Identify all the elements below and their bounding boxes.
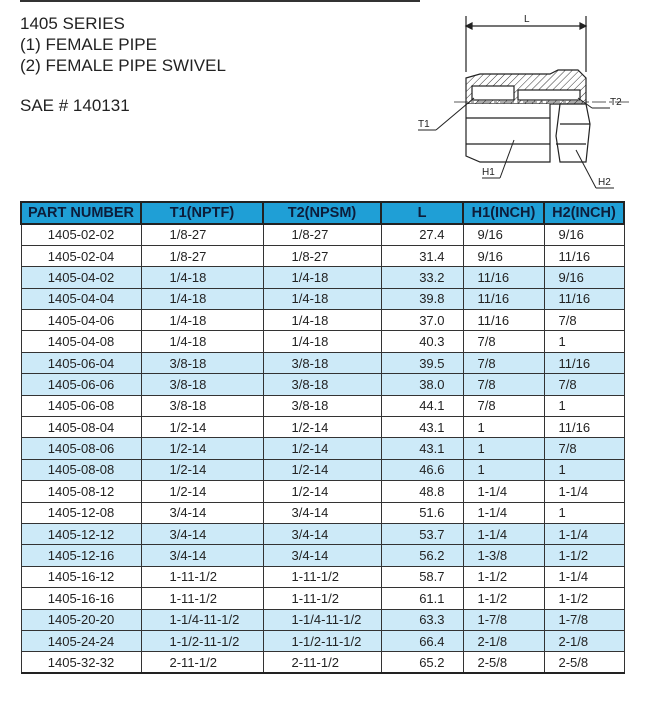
cell-l: 27.4 [381, 224, 463, 245]
cell-t1: 3/4-14 [141, 523, 263, 544]
cell-part-number: 1405-04-02 [21, 267, 141, 288]
cell-h1: 1 [463, 417, 544, 438]
cell-l: 58.7 [381, 566, 463, 587]
cell-t1: 1-11-1/2 [141, 588, 263, 609]
table-row [21, 417, 624, 438]
cell-l: 61.1 [381, 588, 463, 609]
cell-t2: 1/4-18 [263, 267, 381, 288]
series-line-female-pipe: (1) FEMALE PIPE [20, 35, 157, 54]
dimension-L-label: L [524, 14, 530, 25]
cell-t1: 3/8-18 [141, 374, 263, 395]
cell-t2: 1/4-18 [263, 310, 381, 331]
cell-l: 33.2 [381, 267, 463, 288]
cell-l: 66.4 [381, 630, 463, 651]
cell-part-number: 1405-20-20 [21, 609, 141, 630]
cell-t1: 1/4-18 [141, 267, 263, 288]
col-t1: T1(NPTF) [141, 202, 263, 224]
cell-h2: 1-7/8 [544, 609, 624, 630]
cell-t1: 1/2-14 [141, 459, 263, 480]
hex-H2-label: H2 [598, 177, 611, 188]
cell-h2: 1 [544, 502, 624, 523]
cell-h2: 1-1/4 [544, 523, 624, 544]
series-header [20, 13, 226, 76]
cell-h2: 1-1/4 [544, 481, 624, 502]
cell-h2: 9/16 [544, 224, 624, 245]
table-row [21, 630, 624, 651]
table-row [21, 331, 624, 352]
table-row [21, 459, 624, 480]
cell-h2: 1-1/4 [544, 566, 624, 587]
cell-l: 63.3 [381, 609, 463, 630]
cell-part-number: 1405-04-06 [21, 310, 141, 331]
cell-t2: 1/8-27 [263, 245, 381, 266]
table-row [21, 481, 624, 502]
table-row [21, 395, 624, 416]
cell-part-number: 1405-06-08 [21, 395, 141, 416]
cell-t2: 3/4-14 [263, 523, 381, 544]
cell-t2: 1/4-18 [263, 331, 381, 352]
table-row [21, 374, 624, 395]
spec-table [20, 201, 625, 674]
cell-l: 37.0 [381, 310, 463, 331]
cell-t1: 3/8-18 [141, 395, 263, 416]
sae-number: SAE # 140131 [20, 96, 130, 115]
cell-t2: 1/4-18 [263, 288, 381, 309]
cell-part-number: 1405-02-02 [21, 224, 141, 245]
cell-t2: 1-1/4-11-1/2 [263, 609, 381, 630]
col-h1: H1(INCH) [463, 202, 544, 224]
cell-h2: 11/16 [544, 245, 624, 266]
cell-h1: 9/16 [463, 224, 544, 245]
cell-t2: 1-11-1/2 [263, 588, 381, 609]
cell-h1: 1-1/2 [463, 588, 544, 609]
cell-t1: 1/4-18 [141, 310, 263, 331]
cell-part-number: 1405-08-04 [21, 417, 141, 438]
cell-l: 44.1 [381, 395, 463, 416]
cell-t2: 1/2-14 [263, 438, 381, 459]
cell-part-number: 1405-16-16 [21, 588, 141, 609]
cell-t2: 2-11-1/2 [263, 652, 381, 673]
cell-part-number: 1405-06-04 [21, 352, 141, 373]
cell-l: 56.2 [381, 545, 463, 566]
cell-t1: 3/4-14 [141, 502, 263, 523]
table-row [21, 288, 624, 309]
hex-H1-label: H1 [482, 167, 495, 178]
cell-l: 43.1 [381, 417, 463, 438]
cell-part-number: 1405-16-12 [21, 566, 141, 587]
cell-t2: 3/8-18 [263, 395, 381, 416]
cell-l: 53.7 [381, 523, 463, 544]
cell-t2: 1/2-14 [263, 417, 381, 438]
cell-t1: 1/8-27 [141, 245, 263, 266]
cell-t1: 1-1/4-11-1/2 [141, 609, 263, 630]
cell-t1: 1/8-27 [141, 224, 263, 245]
cell-t1: 3/4-14 [141, 545, 263, 566]
table-row [21, 502, 624, 523]
cell-h2: 1-1/2 [544, 545, 624, 566]
cell-part-number: 1405-12-16 [21, 545, 141, 566]
cell-h1: 11/16 [463, 288, 544, 309]
cell-part-number: 1405-24-24 [21, 630, 141, 651]
cell-h1: 7/8 [463, 331, 544, 352]
cell-part-number: 1405-06-06 [21, 374, 141, 395]
cell-l: 31.4 [381, 245, 463, 266]
cell-t1: 1/4-18 [141, 288, 263, 309]
cell-l: 48.8 [381, 481, 463, 502]
cell-h2: 11/16 [544, 288, 624, 309]
cell-part-number: 1405-08-06 [21, 438, 141, 459]
cell-h1: 11/16 [463, 310, 544, 331]
col-l: L [381, 202, 463, 224]
cell-h1: 7/8 [463, 395, 544, 416]
cell-h2: 11/16 [544, 352, 624, 373]
cell-h2: 2-5/8 [544, 652, 624, 673]
cell-h1: 1-1/2 [463, 566, 544, 587]
cell-part-number: 1405-12-12 [21, 523, 141, 544]
cell-part-number: 1405-08-12 [21, 481, 141, 502]
table-header-row [21, 202, 624, 224]
thread-T1-label: T1 [418, 119, 430, 130]
table-row [21, 224, 624, 245]
table-row [21, 523, 624, 544]
cell-h2: 1 [544, 331, 624, 352]
cell-h1: 7/8 [463, 374, 544, 395]
cell-h1: 1-1/4 [463, 523, 544, 544]
cell-h1: 11/16 [463, 267, 544, 288]
cell-t1: 3/8-18 [141, 352, 263, 373]
cell-h1: 9/16 [463, 245, 544, 266]
cell-part-number: 1405-32-32 [21, 652, 141, 673]
cell-h2: 7/8 [544, 310, 624, 331]
table-row [21, 609, 624, 630]
cell-t2: 1-11-1/2 [263, 566, 381, 587]
cell-t1: 1/2-14 [141, 481, 263, 502]
cell-l: 39.8 [381, 288, 463, 309]
cell-h1: 1-1/4 [463, 502, 544, 523]
cell-part-number: 1405-04-08 [21, 331, 141, 352]
cell-t1: 1/4-18 [141, 331, 263, 352]
cell-h2: 7/8 [544, 438, 624, 459]
cell-l: 38.0 [381, 374, 463, 395]
table-row [21, 352, 624, 373]
cell-l: 40.3 [381, 331, 463, 352]
top-rule [20, 0, 420, 2]
cell-l: 46.6 [381, 459, 463, 480]
fitting-drawing [410, 6, 630, 192]
table-row [21, 588, 624, 609]
cell-part-number: 1405-04-04 [21, 288, 141, 309]
cell-h2: 2-1/8 [544, 630, 624, 651]
cell-t2: 3/8-18 [263, 374, 381, 395]
cell-l: 65.2 [381, 652, 463, 673]
col-t2: T2(NPSM) [263, 202, 381, 224]
cell-h1: 1-1/4 [463, 481, 544, 502]
cell-t1: 1-1/2-11-1/2 [141, 630, 263, 651]
cell-t2: 1/2-14 [263, 481, 381, 502]
table-row [21, 267, 624, 288]
cell-t1: 2-11-1/2 [141, 652, 263, 673]
col-h2: H2(INCH) [544, 202, 624, 224]
cell-h1: 7/8 [463, 352, 544, 373]
table-row [21, 652, 624, 673]
cell-t2: 3/8-18 [263, 352, 381, 373]
cell-t1: 1/2-14 [141, 417, 263, 438]
cell-l: 43.1 [381, 438, 463, 459]
cell-t2: 3/4-14 [263, 502, 381, 523]
cell-h2: 9/16 [544, 267, 624, 288]
cell-h1: 1 [463, 459, 544, 480]
table-row [21, 545, 624, 566]
series-line-female-pipe-swivel: (2) FEMALE PIPE SWIVEL [20, 56, 226, 75]
table-row [21, 566, 624, 587]
cell-part-number: 1405-12-08 [21, 502, 141, 523]
cell-l: 39.5 [381, 352, 463, 373]
thread-T2-label: T2 [610, 97, 622, 108]
cell-part-number: 1405-02-04 [21, 245, 141, 266]
table-row [21, 245, 624, 266]
cell-t2: 1/2-14 [263, 459, 381, 480]
cell-h2: 11/16 [544, 417, 624, 438]
cell-h1: 1-3/8 [463, 545, 544, 566]
cell-l: 51.6 [381, 502, 463, 523]
cell-part-number: 1405-08-08 [21, 459, 141, 480]
cell-h2: 1 [544, 395, 624, 416]
cell-t2: 3/4-14 [263, 545, 381, 566]
cell-t2: 1/8-27 [263, 224, 381, 245]
cell-h1: 2-5/8 [463, 652, 544, 673]
cell-h2: 1-1/2 [544, 588, 624, 609]
table-row [21, 310, 624, 331]
cell-h1: 1-7/8 [463, 609, 544, 630]
cell-h2: 1 [544, 459, 624, 480]
cell-h2: 7/8 [544, 374, 624, 395]
cell-t2: 1-1/2-11-1/2 [263, 630, 381, 651]
series-title: 1405 SERIES [20, 14, 125, 33]
cell-t1: 1/2-14 [141, 438, 263, 459]
cell-h1: 1 [463, 438, 544, 459]
table-row [21, 438, 624, 459]
col-part-number: PART NUMBER [21, 202, 141, 224]
cell-h1: 2-1/8 [463, 630, 544, 651]
cell-t1: 1-11-1/2 [141, 566, 263, 587]
